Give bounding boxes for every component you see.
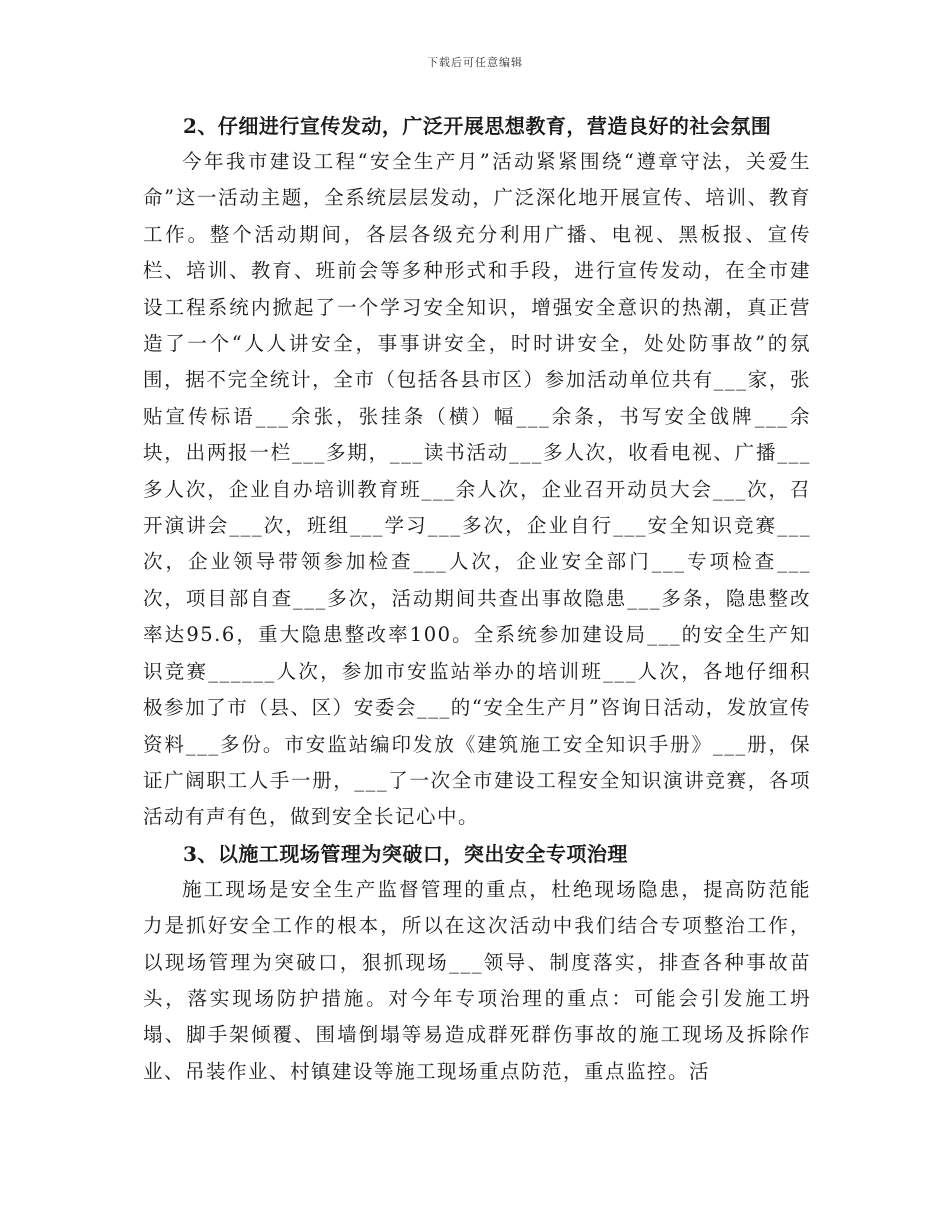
section-paragraph: 今年我市建设工程“安全生产月”活动紧紧围绕“遵章守法，关爱生命”这一活动主题，全系统层层发动，广泛深化地开展宣传、培训、教育工作。整个活动期间，各层各级充分利用广播、电视、黑板报、宣传栏、培训、教育、班前会等多种形式和手段，进行宣传发动，在全市建设工程系统内掀起了一个学习安全知识，增强安全意识的热潮，真正营造了一个“人人讲安全，事事讲安全，时时讲安全，处处防事故”的氛围，据不完全统计，全市（包括各县市区）参加活动单位共有___家，张贴宣传标语___余张，张挂条（横）幅___余条，书写安全戗牌___余块，出两报一栏___多期，___读书活动___多人次，收看电视、广播___多人次，企业自办培训教育班___余人次，企业召开动员大会___次，召开演讲会___次，班组___学习___多次，企业自行___安全知识竞赛___次，企业领导带领参加检查___人次，企业安全部门___专项检查___次，项目部自查___多次，活动期间共查出事故隐患___多条，隐患整改率达95.6，重大隐患整改率100。全系统参加建设局___的安全生产知识竞赛______人次，参加市安监站举办的培训班___人次，各地仔细积极参加了市（县、区）安委会___的“安全生产月”咨询日活动，发放宣传资料___多份。市安监站编印发放《建筑施工安全知识手册》___册，保证广阔职工人手一册，___了一次全市建设工程安全知识演讲竞赛，各项活动有声有色，做到安全长记心中。 [143, 150, 811, 829]
section-heading: 3、以施工现场管理为突破口，突出安全专项治理 [183, 841, 628, 866]
document-body [143, 108, 811, 1090]
section-heading: 2、仔细进行宣传发动，广泛开展思想教育，营造良好的社会氛围 [183, 114, 772, 138]
section-paragraph: 施工现场是安全生产监督管理的重点，杜绝现场隐患，提高防范能力是抓好安全工作的根本，所以在这次活动中我们结合专项整治工作，以现场管理为突破口，狠抓现场___领导、制度落实，排查各种事故苗头，落实现场防护措施。对今年专项治理的重点：可能会引发施工坍塌、脚手架倾覆、围墙倒塌等易造成群死群伤事故的施工现场及拆除作业、吊装作业、村镇建设等施工现场重点防范，重点监控。活 [143, 877, 811, 1083]
header-note: 下载后可任意编辑 [427, 56, 523, 69]
